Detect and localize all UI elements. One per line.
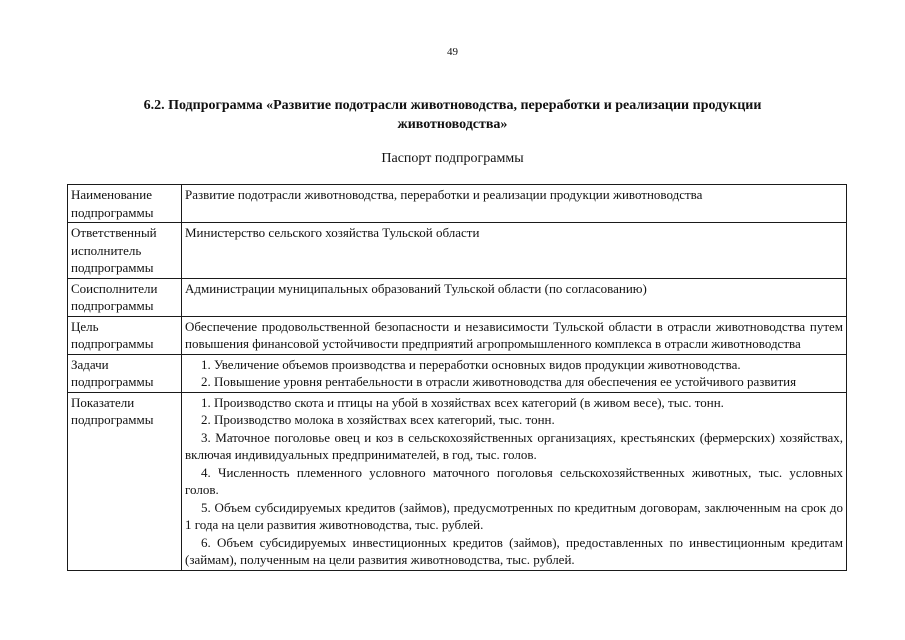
list-item: 2. Повышение уровня рентабельности в отрасли животноводства для обеспечения ее устойчивого развития <box>201 374 797 389</box>
table-row <box>68 223 847 279</box>
table-row <box>68 316 847 354</box>
list-item: 6. Объем субсидируемых инвестиционных кредитов (займов), предоставленных по инвестиционным кредитам (займам), полученным на цели развития животноводства, тыс. рублей. <box>185 534 843 567</box>
list-item: 3. Маточное поголовье овец и коз в сельскохозяйственных организациях, крестьянских (фермерских) хозяйствах, включая индивидуальных предпринимателей, в год, тыс. голов. <box>185 429 843 462</box>
row-label: Показатели подпрограммы <box>68 392 182 570</box>
indicators-list <box>182 392 847 570</box>
row-label: Цель подпрограммы <box>68 316 182 354</box>
table-row <box>68 354 847 392</box>
tasks-list <box>182 354 847 392</box>
table-row <box>68 185 847 223</box>
passport-caption: Паспорт подпрограммы <box>381 151 524 166</box>
row-value: Министерство сельского хозяйства Тульской области <box>182 223 847 279</box>
section-title: 6.2. Подпрограмма «Развитие подотрасли животноводства, переработки и реализации продукции животноводства» <box>143 98 762 132</box>
row-value: Обеспечение продовольственной безопасности и независимости Тульской области в отрасли животноводства путем повышения финансовой устойчивости предприятий агропромышленного комплекса в отрасли животноводства <box>182 316 847 354</box>
list-item: 5. Объем субсидируемых кредитов (займов), предусмотренных по кредитным договорам, заключенным на срок до 1 года на цели развития животноводства, тыс. рублей. <box>185 499 843 532</box>
table-row <box>68 278 847 316</box>
row-value: Администрации муниципальных образований Тульской области (по согласованию) <box>182 278 847 316</box>
row-label: Соисполнители подпрограммы <box>68 278 182 316</box>
page-number: 49 <box>447 46 458 58</box>
list-item: 1. Увеличение объемов производства и переработки основных видов продукции животноводства. <box>201 356 741 372</box>
row-value: Развитие подотрасли животноводства, переработки и реализации продукции животноводства <box>182 185 847 223</box>
list-item: 2. Производство молока в хозяйствах всех категорий, тыс. тонн. <box>201 412 555 427</box>
row-label: Задачи подпрограммы <box>68 354 182 392</box>
table-row <box>68 392 847 570</box>
list-item: 1. Производство скота и птицы на убой в хозяйствах всех категорий (в живом весе), тыс. тонн. <box>201 394 724 410</box>
row-label: Ответственный исполнитель подпрограммы <box>68 223 182 279</box>
passport-table <box>67 184 847 571</box>
list-item: 4. Численность племенного условного маточного поголовья сельскохозяйственных животных, тыс. условных голов. <box>185 464 843 497</box>
row-label: Наименование подпрограммы <box>68 185 182 223</box>
